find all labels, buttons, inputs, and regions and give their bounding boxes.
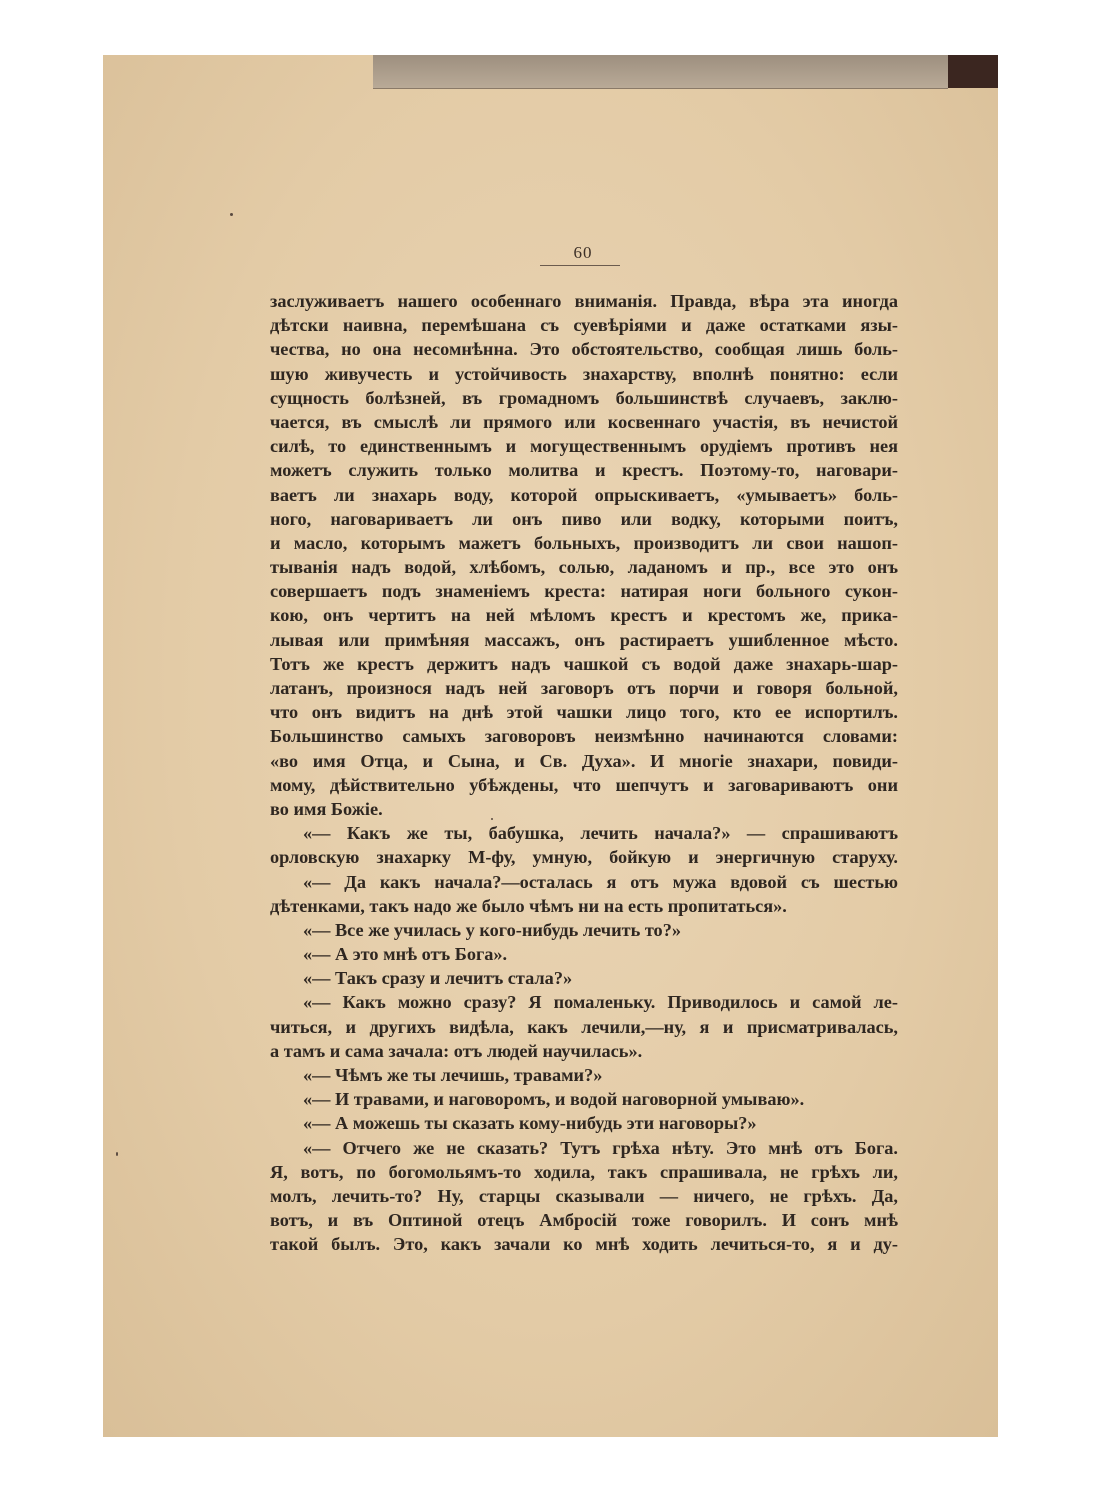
text-line: силѣ, то единственнымъ и могущественнымъ орудіемъ противъ нея — [270, 436, 898, 457]
text-line: шую живучесть и устойчивость знахарству, вполнѣ понятно: если — [270, 363, 898, 384]
text-line: Большинство самыхъ заговоровъ неизмѣнно начинаются словами: — [270, 726, 898, 747]
text-line: «— А это мнѣ отъ Бога». — [303, 944, 508, 965]
page-number: 60 — [573, 243, 593, 262]
text-line: орловскую знахарку М-фу, умную, бойкую и энергичную старуху. — [270, 847, 898, 868]
text-line: Тотъ же крестъ держитъ надъ чашкой съ водой даже знахарь-шар- — [270, 653, 898, 674]
text-line: чается, въ смыслѣ ли прямого или косвеннаго участія, въ нечистой — [270, 411, 898, 432]
text-line: вотъ, и въ Оптиной отецъ Амбросій тоже говорилъ. И сонъ мнѣ — [270, 1210, 898, 1231]
text-line: мому, дѣйствительно убѣждены, что шепчутъ и заговариваютъ они — [270, 774, 898, 795]
text-line: что онъ видитъ на днѣ этой чашки лицо того, кто ее испортилъ. — [270, 702, 898, 723]
text-line: чества, но она несомнѣнна. Это обстоятельство, сообщая лишь боль- — [270, 339, 898, 360]
text-line: во имя Божіе. — [270, 798, 383, 819]
text-line: лывая или примѣняя массажъ, онъ растираетъ ушибленное мѣсто. — [270, 629, 898, 650]
text-line: и масло, которымъ мажетъ больныхъ, производитъ ли свои нашоп- — [270, 532, 898, 553]
text-line: читься, и другихъ видѣла, какъ лечили,—ну, я и присматривалась, — [270, 1016, 898, 1037]
text-line: дѣтски наивна, перемѣшана съ суевѣріями и даже остатками язы- — [270, 315, 898, 336]
ink-speck — [491, 818, 493, 820]
page-number-rule — [540, 265, 620, 266]
text-line: «— Чѣмъ же ты лечишь, травами?» — [303, 1065, 603, 1085]
text-line: заслуживаетъ нашего особеннаго вниманія. Правда, вѣра эта иногда — [270, 291, 898, 311]
ink-speck — [116, 1152, 118, 1156]
text-line: такой былъ. Это, какъ зачали ко мнѣ ходить лечиться-то, я и ду- — [270, 1234, 898, 1255]
text-line: ного, наговариваетъ ли онъ пиво или водку, которыми поитъ, — [270, 508, 898, 529]
text-line: молъ, лечить-то? Ну, старцы сказывали — ничего, не грѣхъ. Да, — [270, 1185, 898, 1206]
text-line: совершаетъ подъ знаменіемъ креста: натирая ноги больного сукон- — [270, 581, 898, 602]
scanned-page — [103, 55, 998, 1437]
text-line: дѣтенками, такъ надо же было чѣмъ ни на есть пропитаться». — [270, 895, 787, 916]
scan-dark-corner — [948, 55, 998, 88]
text-line: тыванія надъ водой, хлѣбомъ, солью, ладаномъ и пр., все это онъ — [270, 557, 898, 578]
text-line: «— Какъ можно сразу? Я помаленьку. Приводилось и самой ле- — [303, 992, 898, 1013]
text-line: «во имя Отца, и Сына, и Св. Духа». И многіе знахари, повиди- — [270, 750, 898, 771]
text-line: «— Все же училась у кого-нибудь лечить то?» — [303, 919, 681, 940]
text-line: «— Такъ сразу и лечитъ стала?» — [303, 968, 573, 989]
text-line: «— Да какъ начала?—осталась я отъ мужа вдовой съ шестью — [303, 871, 898, 892]
body-text — [270, 289, 898, 1257]
text-line: а тамъ и сама зачала: отъ людей научилась». — [270, 1040, 643, 1061]
text-line: «— А можешь ты сказать кому-нибудь эти наговоры?» — [303, 1113, 757, 1134]
scan-shadow-band — [373, 55, 948, 89]
text-line: кою, онъ чертитъ на ней мѣломъ крестъ и крестомъ же, прика- — [270, 605, 898, 626]
text-line: латанъ, произнося надъ ней заговоръ отъ порчи и говоря больной, — [270, 678, 898, 698]
text-line: «— Отчего же не сказать? Тутъ грѣха нѣту. Это мнѣ отъ Бога. — [303, 1137, 898, 1158]
ink-speck — [230, 213, 233, 216]
text-line: «— И травами, и наговоромъ, и водой наговорной умываю». — [303, 1089, 805, 1110]
text-line: сущность болѣзней, въ громадномъ большинствѣ случаевъ, заклю- — [270, 387, 898, 408]
text-line: «— Какъ же ты, бабушка, лечить начала?» — спрашиваютъ — [303, 823, 898, 844]
text-line: можетъ служить только молитва и крестъ. Поэтому-то, наговари- — [270, 460, 898, 481]
text-line: ваетъ ли знахарь воду, которой опрыскиваетъ, «умываетъ» боль- — [270, 484, 898, 505]
text-line: Я, вотъ, по богомольямъ-то ходила, такъ спрашивала, не грѣхъ ли, — [270, 1161, 898, 1182]
